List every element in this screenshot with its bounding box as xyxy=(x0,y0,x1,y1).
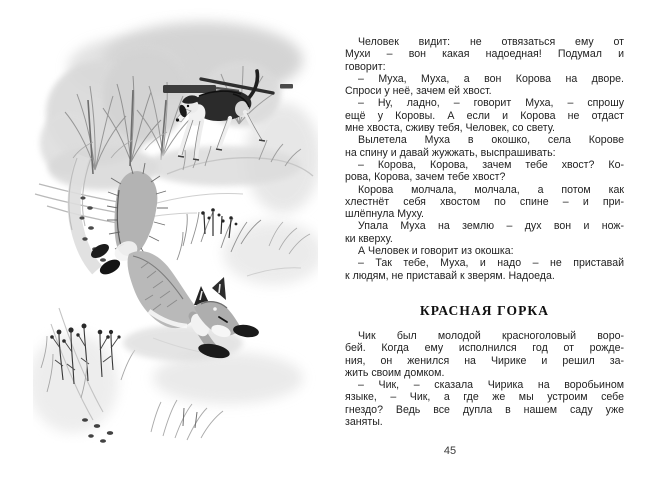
text-line: – Так тебе, Муха, и надо – не приставай xyxy=(358,257,624,270)
text-line: Корова молчала, молчала, а потом как xyxy=(358,183,624,196)
text-line: к людям, не приставай к зверям. Надоеда. xyxy=(345,269,555,282)
new-story-block xyxy=(345,330,624,428)
text-line: мне хвоста, сживу тебя, Человек, со свету. xyxy=(345,122,555,135)
fence-bar xyxy=(163,85,216,93)
text-line: бей. Когда ему исполнился год от рожде- xyxy=(345,342,624,355)
paragraph xyxy=(345,220,624,245)
text-line: говорит: xyxy=(345,60,386,73)
text-line: языке, – Чик, а где же мы устроим себе xyxy=(345,391,624,404)
text-column xyxy=(345,36,624,428)
book-illustration xyxy=(33,8,318,443)
text-line: – Ну, ладно, – говорит Муха, – спрошу xyxy=(358,97,624,110)
text-line: – Чик, – сказала Чирика на воробьином xyxy=(358,379,624,392)
text-line: рова, Корова, зачем тебе хвост? xyxy=(345,171,506,184)
text-line: Спроси у неё, зачем ей хвост. xyxy=(345,85,492,98)
paragraph xyxy=(345,36,624,73)
text-line: Вылетела Муха в окошко, села Корове xyxy=(358,134,624,147)
paragraph xyxy=(345,73,624,98)
text-line: Мухи – вон какая надоедная! Подумал и xyxy=(345,48,624,61)
text-line: Упала Муха на землю – дух вон и нож- xyxy=(358,220,624,233)
text-line: – Корова, Корова, зачем тебе хвост? Ко- xyxy=(358,158,624,171)
text-line: ещё у Коровы. А если и Корова не отдаст xyxy=(345,109,624,122)
text-line: – Муха, Муха, а вон Корова на дворе. xyxy=(358,72,624,85)
text-line: жить своим домком. xyxy=(345,366,445,379)
text-line: ки кверху. xyxy=(345,232,393,245)
text-line: Чик был молодой красноголовый воро- xyxy=(358,329,624,342)
bare-trees-left xyxy=(35,51,191,224)
paragraph xyxy=(345,97,624,134)
text-line: хлестнёт себя хвостом по спине – и при- xyxy=(345,195,624,208)
bottom-grass xyxy=(151,400,223,440)
text-line: Человек видит: не отвязаться ему от xyxy=(358,36,624,48)
story-title: КРАСНАЯ ГОРКА xyxy=(419,302,550,318)
text-line: гнездо? Ведь все дупла в нашем саду уже xyxy=(345,403,624,416)
paragraph xyxy=(345,184,624,221)
text-line: на спину и давай жужжать, выспрашивать: xyxy=(345,146,556,159)
paragraph xyxy=(345,245,624,257)
text-line: заняты. xyxy=(345,416,383,429)
paragraph xyxy=(345,134,624,159)
text-line: шлёпнула Муху. xyxy=(345,208,424,221)
paragraph xyxy=(345,330,624,379)
fox-body xyxy=(128,251,199,328)
text-line: ния, он женился на Чирике и решил за- xyxy=(345,354,624,367)
paragraph xyxy=(345,159,624,184)
text-line: А Человек и говорит из окошка: xyxy=(358,245,514,258)
page-number: 45 xyxy=(443,445,457,457)
paragraph xyxy=(345,379,624,428)
paragraph xyxy=(345,257,624,282)
